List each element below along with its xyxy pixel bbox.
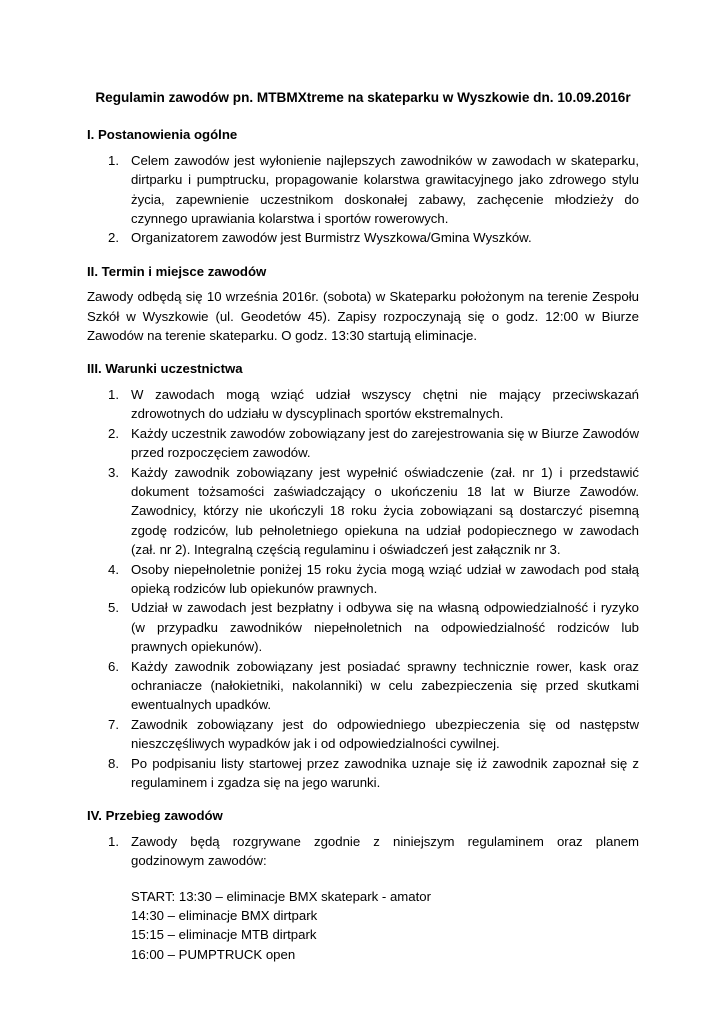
participation-conditions-list xyxy=(87,385,639,793)
schedule-entry: START: 13:30 – eliminacje BMX skatepark - amator xyxy=(131,888,432,904)
list-item-number: 4. xyxy=(108,561,119,577)
list-item xyxy=(87,715,639,754)
list-item xyxy=(87,424,639,463)
list-item-number: 8. xyxy=(108,755,119,771)
section-heading-competition-course: IV. Przebieg zawodów xyxy=(87,808,223,824)
document-title: Regulamin zawodów pn. MTBMXtreme na skateparku w Wyszkowie dn. 10.09.2016r xyxy=(95,90,631,105)
schedule-entry: 16:00 – PUMPTRUCK open xyxy=(131,946,296,962)
list-item xyxy=(87,657,639,715)
list-item-text: Udział w zawodach jest bezpłatny i odbywa się na własną odpowiedzialność i ryzyko (w przypadku zawodników niepełnoletnich na odpowiedzialność rodziców lub prawnych opiekunów). xyxy=(131,600,639,655)
competition-course-list xyxy=(87,832,639,871)
list-item-text: Organizatorem zawodów jest Burmistrz Wyszkowa/Gmina Wyszków. xyxy=(131,230,532,246)
list-item xyxy=(87,151,639,229)
list-item xyxy=(87,463,639,560)
schedule-entry: 15:15 – eliminacje MTB dirtpark xyxy=(131,927,317,943)
list-item-number: 2. xyxy=(108,230,119,246)
list-item-number: 1. xyxy=(108,152,119,168)
list-item xyxy=(87,598,639,656)
list-item-number: 6. xyxy=(108,658,119,674)
schedule xyxy=(87,887,639,965)
list-item xyxy=(87,560,639,599)
schedule-entry: 14:30 – eliminacje BMX dirtpark xyxy=(131,908,318,924)
list-item-text: Po podpisaniu listy startowej przez zawodnika uznaje się iż zawodnik zapoznał się z regulaminem i zgadza się na jego warunki. xyxy=(131,755,639,790)
list-item-text: Każdy zawodnik zobowiązany jest wypełnić oświadczenie (zał. nr 1) i przedstawić dokument tożsamości zaświadczający o ukończeniu 18 lat w Biurze Zawodów. Zawodnicy, którzy nie ukończyli 18 roku życia zobowiązani są dostarczyć pisemną zgodę rodziców, lub pełnoletniego opiekuna na udział podopiecznego w zawodach (zał. nr 2). Integralną częścią regulaminu i oświadczeń jest załącznik nr 3. xyxy=(131,464,639,558)
list-item-text: Każdy zawodnik zobowiązany jest posiadać sprawny technicznie rower, kask oraz ochraniacze (nałokietniki, nakolanniki) w celu zabezpieczenia się przed skutkami ewentualnych upadków. xyxy=(131,658,639,713)
list-item xyxy=(87,832,639,871)
general-provisions-list xyxy=(87,151,639,248)
list-item-text: Zawodnik zobowiązany jest do odpowiedniego ubezpieczenia się od następstw nieszczęśliwych wypadków jak i od odpowiedzialności cywilnej. xyxy=(131,716,639,752)
list-item-number: 5. xyxy=(108,600,119,616)
list-item-number: 1. xyxy=(108,386,119,402)
section-heading-participation: III. Warunki uczestnictwa xyxy=(87,361,243,377)
list-item-text: Każdy uczestnik zawodów zobowiązany jest do zarejestrowania się w Biurze Zawodów przed rozpoczęciem zawodów. xyxy=(131,425,639,461)
list-item-text: Osoby niepełnoletnie poniżej 15 roku życia mogą wziąć udział w zawodach pod stałą opieką rodziców lub opiekunów prawnych. xyxy=(131,561,639,596)
section-heading-general-provisions: I. Postanowienia ogólne xyxy=(87,127,238,143)
list-item-number: 2. xyxy=(108,425,119,441)
section-heading-date-place: II. Termin i miejsce zawodów xyxy=(87,263,267,279)
list-item-number: 3. xyxy=(108,464,119,480)
date-place-paragraph: Zawody odbędą się 10 września 2016r. (sobota) w Skateparku położonym na terenie Zespołu Szkół w Wyszkowie (ul. Geodetów 45). Zapisy rozpoczynają się o godz. 12:00 w Biurze Zawodów na terenie skateparku. O godz. 13:30 startują eliminacje. xyxy=(87,289,639,344)
list-item-number: 7. xyxy=(108,716,119,732)
list-item xyxy=(87,228,639,247)
list-item xyxy=(87,385,639,424)
list-item-text: Celem zawodów jest wyłonienie najlepszych zawodników w zawodach w skateparku, dirtparku i pumptrucku, propagowanie kolarstwa grawitacyjnego jako zdrowego stylu życia, zapewnienie uczestnikom doskonałej zabawy, zachęcenie młodzieży do czynnego uprawiania kolarstwa i sportów rowerowych. xyxy=(131,152,639,227)
list-item-text: Zawody będą rozgrywane zgodnie z niniejszym regulaminem oraz planem godzinowym zawodów: xyxy=(131,833,639,869)
list-item-number: 1. xyxy=(108,833,119,849)
list-item-text: W zawodach mogą wziąć udział wszyscy chętni nie mający przeciwskazań zdrowotnych do udziału w dyscyplinach sportów ekstremalnych. xyxy=(131,386,639,422)
list-item xyxy=(87,754,639,793)
